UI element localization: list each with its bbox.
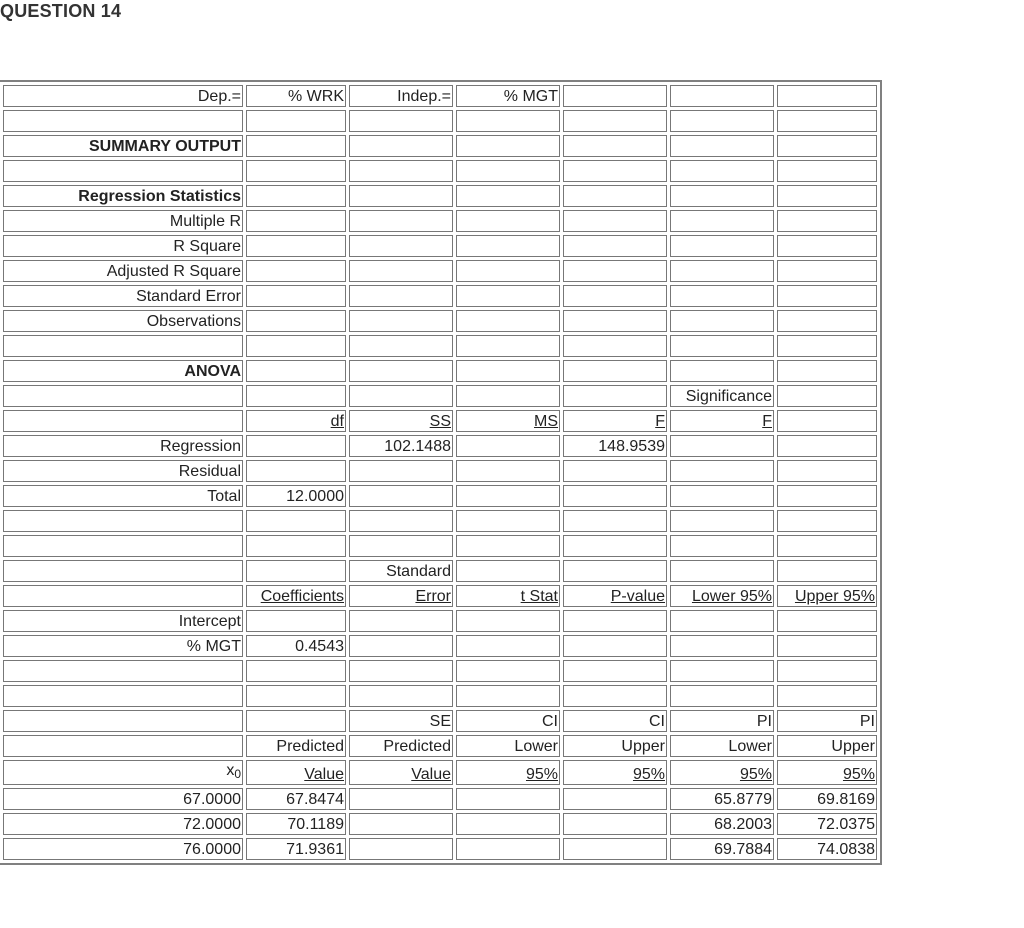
value-cell — [456, 335, 560, 357]
value-cell — [670, 560, 774, 582]
value-cell — [777, 385, 877, 407]
value-cell: Value — [349, 760, 453, 785]
row-label-cell: Observations — [3, 310, 243, 332]
table-row — [3, 335, 877, 357]
table-row — [3, 838, 877, 860]
value-cell — [456, 660, 560, 682]
value-cell: 74.0838 — [777, 838, 877, 860]
value-cell: 68.2003 — [670, 813, 774, 835]
value-cell — [563, 535, 667, 557]
value-cell — [563, 260, 667, 282]
row-label-cell: Regression Statistics — [3, 185, 243, 207]
value-cell — [349, 185, 453, 207]
value-cell: df — [246, 410, 346, 432]
value-cell — [456, 813, 560, 835]
row-label-cell — [3, 560, 243, 582]
value-cell — [456, 235, 560, 257]
value-cell — [456, 285, 560, 307]
value-cell — [246, 510, 346, 532]
value-cell — [563, 185, 667, 207]
row-label-cell: Residual — [3, 460, 243, 482]
value-cell — [670, 235, 774, 257]
value-cell — [246, 560, 346, 582]
value-cell: % MGT — [456, 85, 560, 107]
value-cell: 95% — [563, 760, 667, 785]
value-cell — [777, 460, 877, 482]
value-cell — [349, 460, 453, 482]
table-row — [3, 635, 877, 657]
value-cell: 95% — [777, 760, 877, 785]
row-label-cell: 67.0000 — [3, 788, 243, 810]
table-row — [3, 235, 877, 257]
value-cell — [349, 485, 453, 507]
value-cell — [670, 435, 774, 457]
table-row — [3, 135, 877, 157]
value-cell — [777, 135, 877, 157]
value-cell: F — [563, 410, 667, 432]
value-cell — [563, 110, 667, 132]
value-cell: Predicted — [349, 735, 453, 757]
value-cell — [563, 788, 667, 810]
value-cell — [349, 360, 453, 382]
value-cell: Significance — [670, 385, 774, 407]
value-cell — [349, 210, 453, 232]
value-cell: Indep.= — [349, 85, 453, 107]
value-cell — [563, 235, 667, 257]
value-cell — [777, 410, 877, 432]
table-row — [3, 788, 877, 810]
value-cell — [456, 385, 560, 407]
value-cell: 72.0375 — [777, 813, 877, 835]
value-cell — [670, 260, 774, 282]
value-cell — [456, 685, 560, 707]
value-cell — [670, 685, 774, 707]
value-cell — [456, 788, 560, 810]
value-cell — [246, 310, 346, 332]
value-cell: SE — [349, 710, 453, 732]
value-cell — [563, 610, 667, 632]
table-row — [3, 813, 877, 835]
value-cell — [349, 660, 453, 682]
value-cell — [670, 660, 774, 682]
value-cell — [563, 813, 667, 835]
table-row — [3, 760, 877, 785]
value-cell: Upper — [777, 735, 877, 757]
value-cell — [349, 335, 453, 357]
row-label-cell: Total — [3, 485, 243, 507]
value-cell — [246, 260, 346, 282]
table-row — [3, 85, 877, 107]
value-cell — [670, 460, 774, 482]
value-cell — [246, 660, 346, 682]
value-cell — [456, 110, 560, 132]
table-row — [3, 660, 877, 682]
value-cell — [670, 85, 774, 107]
table-row — [3, 185, 877, 207]
value-cell: Lower — [670, 735, 774, 757]
value-cell — [456, 310, 560, 332]
row-label-cell: Adjusted R Square — [3, 260, 243, 282]
value-cell: t Stat — [456, 585, 560, 607]
value-cell — [563, 838, 667, 860]
value-cell — [349, 235, 453, 257]
table-row — [3, 260, 877, 282]
value-cell — [563, 385, 667, 407]
value-cell — [456, 485, 560, 507]
value-cell — [246, 110, 346, 132]
value-cell — [456, 838, 560, 860]
row-label-cell: Intercept — [3, 610, 243, 632]
row-label-cell: % MGT — [3, 635, 243, 657]
table-row — [3, 685, 877, 707]
value-cell — [349, 838, 453, 860]
row-label-cell: Regression — [3, 435, 243, 457]
row-label-cell: Standard Error — [3, 285, 243, 307]
value-cell — [349, 510, 453, 532]
row-label-cell: 72.0000 — [3, 813, 243, 835]
value-cell — [777, 510, 877, 532]
value-cell — [349, 535, 453, 557]
value-cell — [456, 135, 560, 157]
value-cell — [349, 813, 453, 835]
value-cell — [777, 185, 877, 207]
row-label-cell: Dep.= — [3, 85, 243, 107]
value-cell — [563, 360, 667, 382]
value-cell — [777, 110, 877, 132]
value-cell — [777, 610, 877, 632]
row-label-cell: 76.0000 — [3, 838, 243, 860]
table-row — [3, 460, 877, 482]
value-cell — [563, 160, 667, 182]
value-cell — [456, 210, 560, 232]
value-cell: 148.9539 — [563, 435, 667, 457]
value-cell — [670, 160, 774, 182]
value-cell — [670, 510, 774, 532]
value-cell — [246, 185, 346, 207]
row-label-cell: Multiple R — [3, 210, 243, 232]
table-row — [3, 385, 877, 407]
value-cell — [349, 310, 453, 332]
table-row — [3, 210, 877, 232]
value-cell: PI — [670, 710, 774, 732]
value-cell — [349, 110, 453, 132]
value-cell — [246, 285, 346, 307]
value-cell — [670, 535, 774, 557]
value-cell — [563, 135, 667, 157]
table-row — [3, 585, 877, 607]
value-cell — [246, 160, 346, 182]
value-cell — [670, 210, 774, 232]
value-cell — [246, 360, 346, 382]
value-cell: 95% — [670, 760, 774, 785]
table-row — [3, 360, 877, 382]
value-cell — [246, 710, 346, 732]
row-label-cell — [3, 160, 243, 182]
value-cell — [349, 788, 453, 810]
row-label-cell: $x_0$ — [3, 760, 243, 785]
value-cell — [670, 110, 774, 132]
value-cell: Upper 95% — [777, 585, 877, 607]
row-label-cell — [3, 585, 243, 607]
row-label-cell — [3, 535, 243, 557]
table-row — [3, 285, 877, 307]
value-cell — [456, 535, 560, 557]
value-cell — [349, 685, 453, 707]
table-row — [3, 610, 877, 632]
table-row — [3, 510, 877, 532]
row-label-cell — [3, 410, 243, 432]
value-cell — [777, 485, 877, 507]
value-cell — [349, 135, 453, 157]
value-cell: F — [670, 410, 774, 432]
value-cell: SS — [349, 410, 453, 432]
table-row — [3, 560, 877, 582]
value-cell — [777, 635, 877, 657]
regression-output-table — [0, 80, 882, 865]
value-cell — [563, 460, 667, 482]
value-cell: 95% — [456, 760, 560, 785]
value-cell: CI — [563, 710, 667, 732]
value-cell: % WRK — [246, 85, 346, 107]
value-cell — [456, 360, 560, 382]
value-cell — [246, 385, 346, 407]
row-label-cell — [3, 735, 243, 757]
value-cell — [563, 285, 667, 307]
question-title: QUESTION 14 — [0, 1, 122, 21]
value-cell — [563, 210, 667, 232]
row-label-cell — [3, 110, 243, 132]
value-cell: Standard — [349, 560, 453, 582]
value-cell: 70.1189 — [246, 813, 346, 835]
value-cell — [777, 435, 877, 457]
value-cell — [777, 360, 877, 382]
table-row — [3, 160, 877, 182]
value-cell — [777, 660, 877, 682]
value-cell: PI — [777, 710, 877, 732]
row-label-cell: SUMMARY OUTPUT — [3, 135, 243, 157]
table-row — [3, 310, 877, 332]
table-row — [3, 735, 877, 757]
value-cell — [456, 160, 560, 182]
value-cell — [563, 685, 667, 707]
value-cell — [246, 435, 346, 457]
row-label-cell: ANOVA — [3, 360, 243, 382]
value-cell — [456, 635, 560, 657]
value-cell — [246, 610, 346, 632]
table-row — [3, 710, 877, 732]
value-cell: 69.8169 — [777, 788, 877, 810]
value-cell — [349, 285, 453, 307]
value-cell — [563, 485, 667, 507]
value-cell — [777, 210, 877, 232]
value-cell — [563, 85, 667, 107]
value-cell — [777, 285, 877, 307]
value-cell — [246, 685, 346, 707]
value-cell — [246, 210, 346, 232]
row-label-cell — [3, 685, 243, 707]
value-cell — [777, 535, 877, 557]
value-cell: Lower 95% — [670, 585, 774, 607]
table-row — [3, 435, 877, 457]
value-cell — [349, 385, 453, 407]
value-cell — [456, 610, 560, 632]
table-row — [3, 410, 877, 432]
value-cell: MS — [456, 410, 560, 432]
value-cell — [777, 335, 877, 357]
table-row — [3, 485, 877, 507]
x0-subscript: 0 — [234, 767, 241, 781]
value-cell — [563, 560, 667, 582]
value-cell — [563, 635, 667, 657]
value-cell — [777, 560, 877, 582]
value-cell: 67.8474 — [246, 788, 346, 810]
value-cell — [246, 460, 346, 482]
value-cell — [246, 135, 346, 157]
value-cell — [456, 560, 560, 582]
row-label-cell — [3, 335, 243, 357]
value-cell — [670, 635, 774, 657]
value-cell — [563, 335, 667, 357]
value-cell — [777, 260, 877, 282]
row-label-cell — [3, 660, 243, 682]
value-cell — [777, 685, 877, 707]
value-cell: 71.9361 — [246, 838, 346, 860]
value-cell — [456, 185, 560, 207]
value-cell — [246, 335, 346, 357]
value-cell: P-value — [563, 585, 667, 607]
value-cell — [349, 160, 453, 182]
value-cell — [670, 335, 774, 357]
value-cell — [777, 160, 877, 182]
value-cell: Predicted — [246, 735, 346, 757]
value-cell — [456, 510, 560, 532]
value-cell — [349, 260, 453, 282]
value-cell — [349, 610, 453, 632]
value-cell: 69.7884 — [670, 838, 774, 860]
value-cell — [246, 235, 346, 257]
value-cell: Upper — [563, 735, 667, 757]
row-label-cell — [3, 510, 243, 532]
value-cell — [670, 310, 774, 332]
value-cell — [563, 660, 667, 682]
value-cell — [670, 185, 774, 207]
table-row — [3, 535, 877, 557]
value-cell — [563, 510, 667, 532]
value-cell: Coefficients — [246, 585, 346, 607]
row-label-cell — [3, 710, 243, 732]
value-cell — [670, 485, 774, 507]
value-cell — [670, 360, 774, 382]
value-cell: 0.4543 — [246, 635, 346, 657]
value-cell — [456, 460, 560, 482]
value-cell: Error — [349, 585, 453, 607]
value-cell: 102.1488 — [349, 435, 453, 457]
value-cell — [456, 435, 560, 457]
value-cell: 65.8779 — [670, 788, 774, 810]
value-cell — [777, 310, 877, 332]
value-cell: CI — [456, 710, 560, 732]
value-cell — [670, 610, 774, 632]
value-cell — [246, 535, 346, 557]
table-row — [3, 110, 877, 132]
value-cell — [777, 85, 877, 107]
value-cell — [349, 635, 453, 657]
value-cell — [777, 235, 877, 257]
value-cell — [563, 310, 667, 332]
row-label-cell — [3, 385, 243, 407]
value-cell: 12.0000 — [246, 485, 346, 507]
value-cell — [456, 260, 560, 282]
value-cell — [670, 285, 774, 307]
value-cell: Value — [246, 760, 346, 785]
row-label-cell: R Square — [3, 235, 243, 257]
value-cell: Lower — [456, 735, 560, 757]
value-cell — [670, 135, 774, 157]
